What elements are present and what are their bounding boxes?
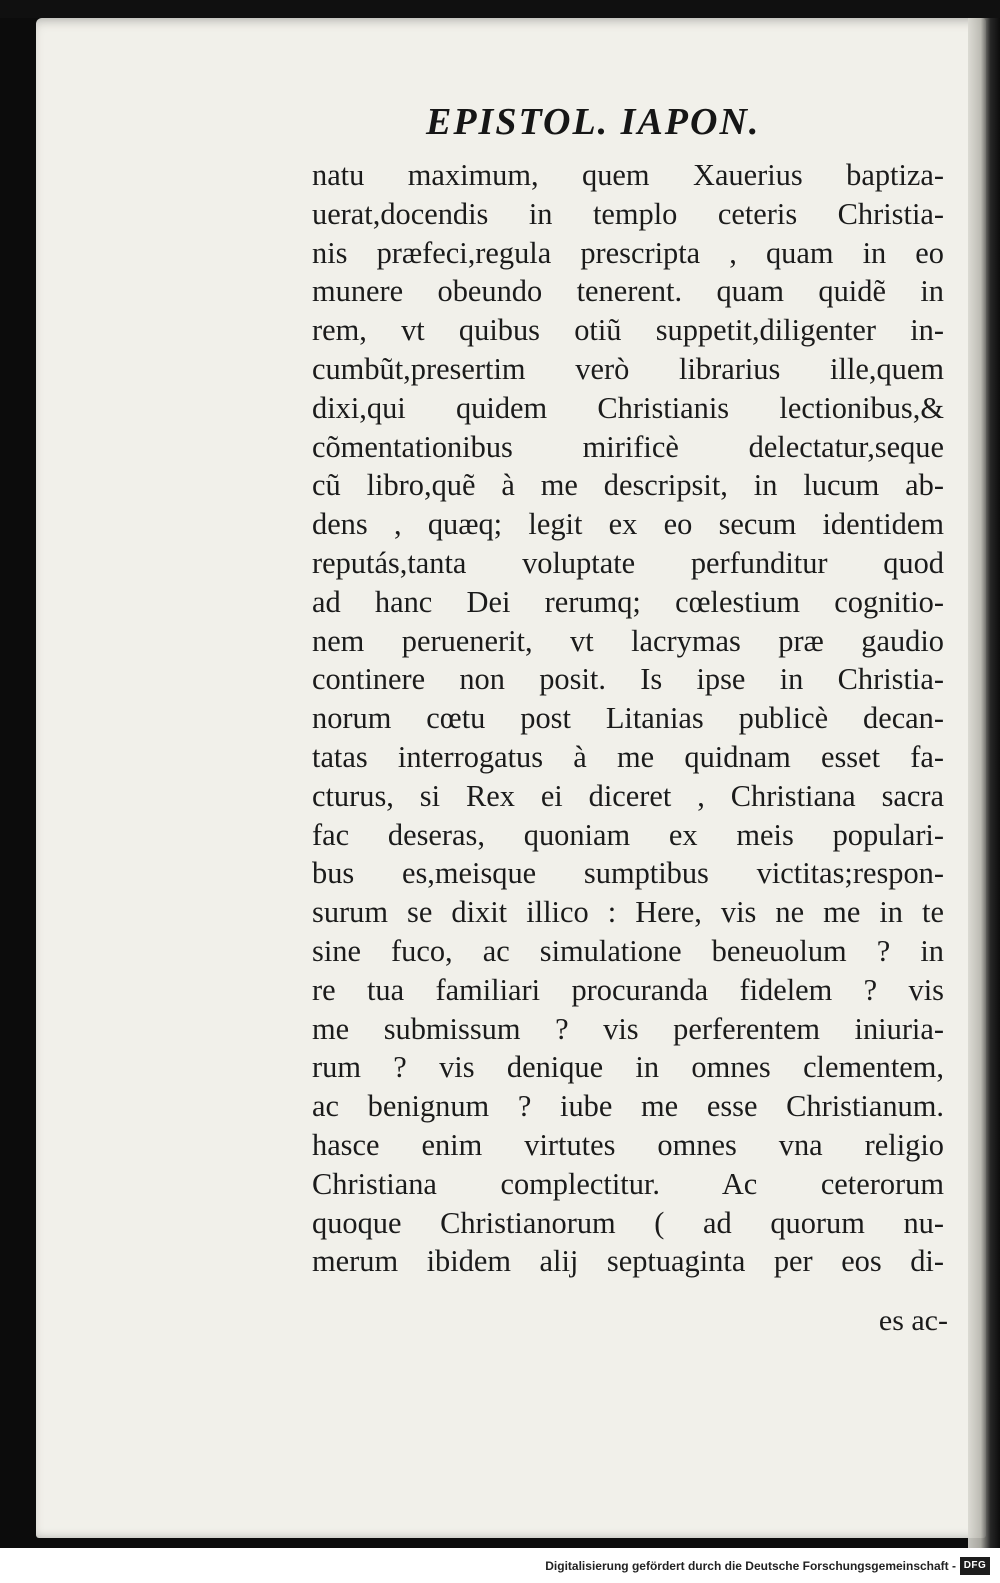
text-line: uerat,docendis in templo ceteris Christia- <box>312 196 944 231</box>
running-head: EPISTOL. IAPON. <box>426 101 761 143</box>
catchword: es ac- <box>878 1304 948 1337</box>
text-line: re tua familiari procuranda fidelem ? vis <box>312 972 944 1007</box>
text-line: cumbũt,presertim verò librarius ille,quem <box>312 351 944 386</box>
text-line: fac deseras, quoniam ex meis populari- <box>312 817 944 852</box>
text-line: cõmentationibus mirificè delectatur,seque <box>312 429 944 464</box>
dfg-logo-icon: DFG <box>960 1557 990 1575</box>
text-line: nem peruenerit, vt lacrymas præ gaudio <box>312 623 944 658</box>
text-line: dixi,qui quidem Christianis lectionibus,& <box>312 390 944 425</box>
text-line: rem, vt quibus otiũ suppetit,diligenter in- <box>312 313 944 348</box>
text-line: ad hanc Dei rerumq; cœlestium cognitio- <box>312 584 944 619</box>
text-line: Christiana complectitur. Ac ceterorum <box>312 1166 944 1201</box>
text-line: dens , quæq; legit ex eo secum identidem <box>312 507 944 542</box>
text-line: hasce enim virtutes omnes vna religio <box>312 1127 944 1162</box>
text-line: nis præfeci,regula prescripta , quam in eo <box>312 235 944 270</box>
text-line: norum cœtu post Litanias publicè decan- <box>312 701 944 736</box>
text-line: continere non posit. Is ipse in Christia- <box>312 662 944 697</box>
text-line: sine fuco, ac simulatione beneuolum ? in <box>312 933 944 968</box>
text-line: merum ibidem alij septuaginta per eos di- <box>312 1244 944 1279</box>
text-line: me submissum ? vis perferentem iniuria- <box>312 1011 944 1046</box>
text-line: ac benignum ? iube me esse Christianum. <box>312 1089 944 1124</box>
text-line: cũ libro,quẽ à me descripsit, in lucum ab- <box>312 468 944 503</box>
footer-credit: Digitalisierung gefördert durch die Deutsche Forschungsgemeinschaft - <box>545 1559 956 1573</box>
text-line: bus es,meisque sumptibus victitas;respon- <box>312 856 944 891</box>
text-line: reputás,tanta voluptate perfunditur quod <box>312 545 944 580</box>
text-line: surum se dixit illico : Here, vis ne me in te <box>312 895 944 930</box>
text-line: rum ? vis denique in omnes clementem, <box>312 1050 944 1085</box>
text-line: quoque Christianorum ( ad quorum nu- <box>312 1205 944 1240</box>
text-line: cturus, si Rex ei diceret , Christiana sacra <box>312 778 944 813</box>
text-line: munere obeundo tenerent. quam quidẽ in <box>312 274 944 309</box>
page-edge-shadow <box>968 18 1000 1548</box>
text-line: tatas interrogatus à me quidnam esset fa- <box>312 739 944 774</box>
scan-top-border <box>0 0 1000 18</box>
page-body-text <box>312 156 944 1281</box>
text-line: natu maximum, quem Xauerius baptiza- <box>312 158 944 192</box>
